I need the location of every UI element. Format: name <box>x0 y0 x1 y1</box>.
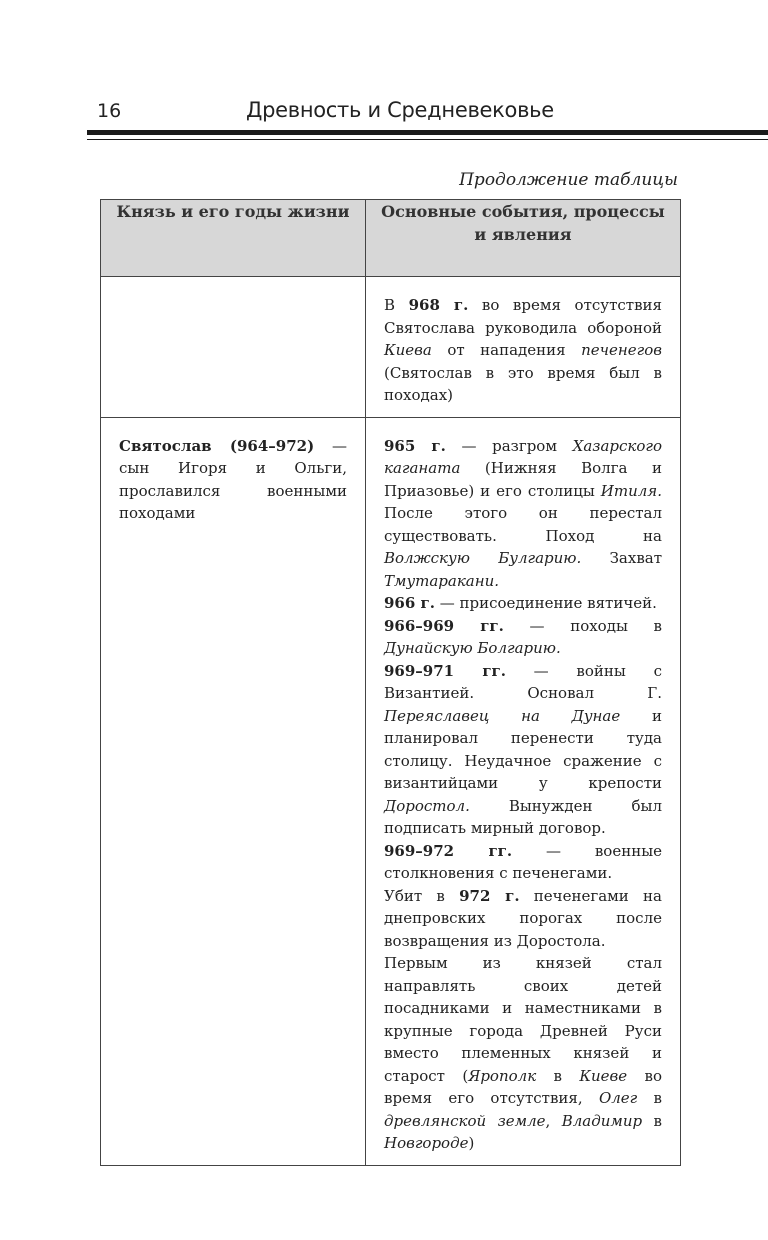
continuation-label: Продолжение таблицы <box>459 170 678 190</box>
column-header-events: Основные события, процессы и явления <box>366 200 681 277</box>
event-paragraph: 966–969 гг. — походы в Дунайскую Болгарию. <box>384 616 662 657</box>
header-rule-thick <box>87 130 768 135</box>
table-header-row <box>101 200 681 277</box>
event-paragraph: 969–972 гг. — военные столкновения с печенегами. <box>384 841 663 882</box>
running-title: Древность и Средневековье <box>246 98 554 122</box>
event-paragraph: 965 г. — разгром Хазарского каганата (Нижняя Волга и Приазовье) и его столицы Итиля. После этого он перестал существовать. Поход на Волжскую Булгарию. Захват Тмутаракани. <box>384 436 662 590</box>
event-paragraph: 969–971 гг. — войны с Византией. Основал Г. Переяславец на Дунае и планировал перенести туда столицу. Неудачное сражение с византийцами у крепости Доростол. Вынужден был подписать мирный договор. <box>384 661 663 837</box>
row1-prince-cell <box>101 277 366 418</box>
page-number: 16 <box>97 100 122 122</box>
row1-events-cell <box>366 277 681 418</box>
table-row <box>101 277 681 418</box>
table-row <box>101 417 681 1165</box>
column-header-prince: Князь и его годы жизни <box>101 200 366 277</box>
row2-events-cell <box>366 417 681 1165</box>
event-paragraph: Убит в 972 г. печенегами на днепровских порогах после возвращения из Доростола. <box>384 886 662 950</box>
event-paragraph: Первым из князей стал направлять своих детей посадниками и наместниками в крупные города Древней Руси вместо племенных князей и старост (Ярополк в Киеве во время его отсутствия, Олег в древлянской земле, Владимир в Новгороде) <box>384 954 662 1152</box>
row2-prince-cell <box>101 417 366 1165</box>
prince-description: Святослав (964–972) — сын Игоря и Ольги, прославился военными походами <box>119 436 347 522</box>
event-paragraph: 966 г. — присоединение вятичей. <box>384 594 657 612</box>
running-header <box>0 0 768 145</box>
event-paragraph: В 968 г. во время отсутствия Святослава руководила обороной Киева от нападения печенегов (Святослав в это время был в походах) <box>384 296 663 404</box>
events-table <box>100 199 681 1166</box>
header-rule-thin <box>87 139 768 140</box>
